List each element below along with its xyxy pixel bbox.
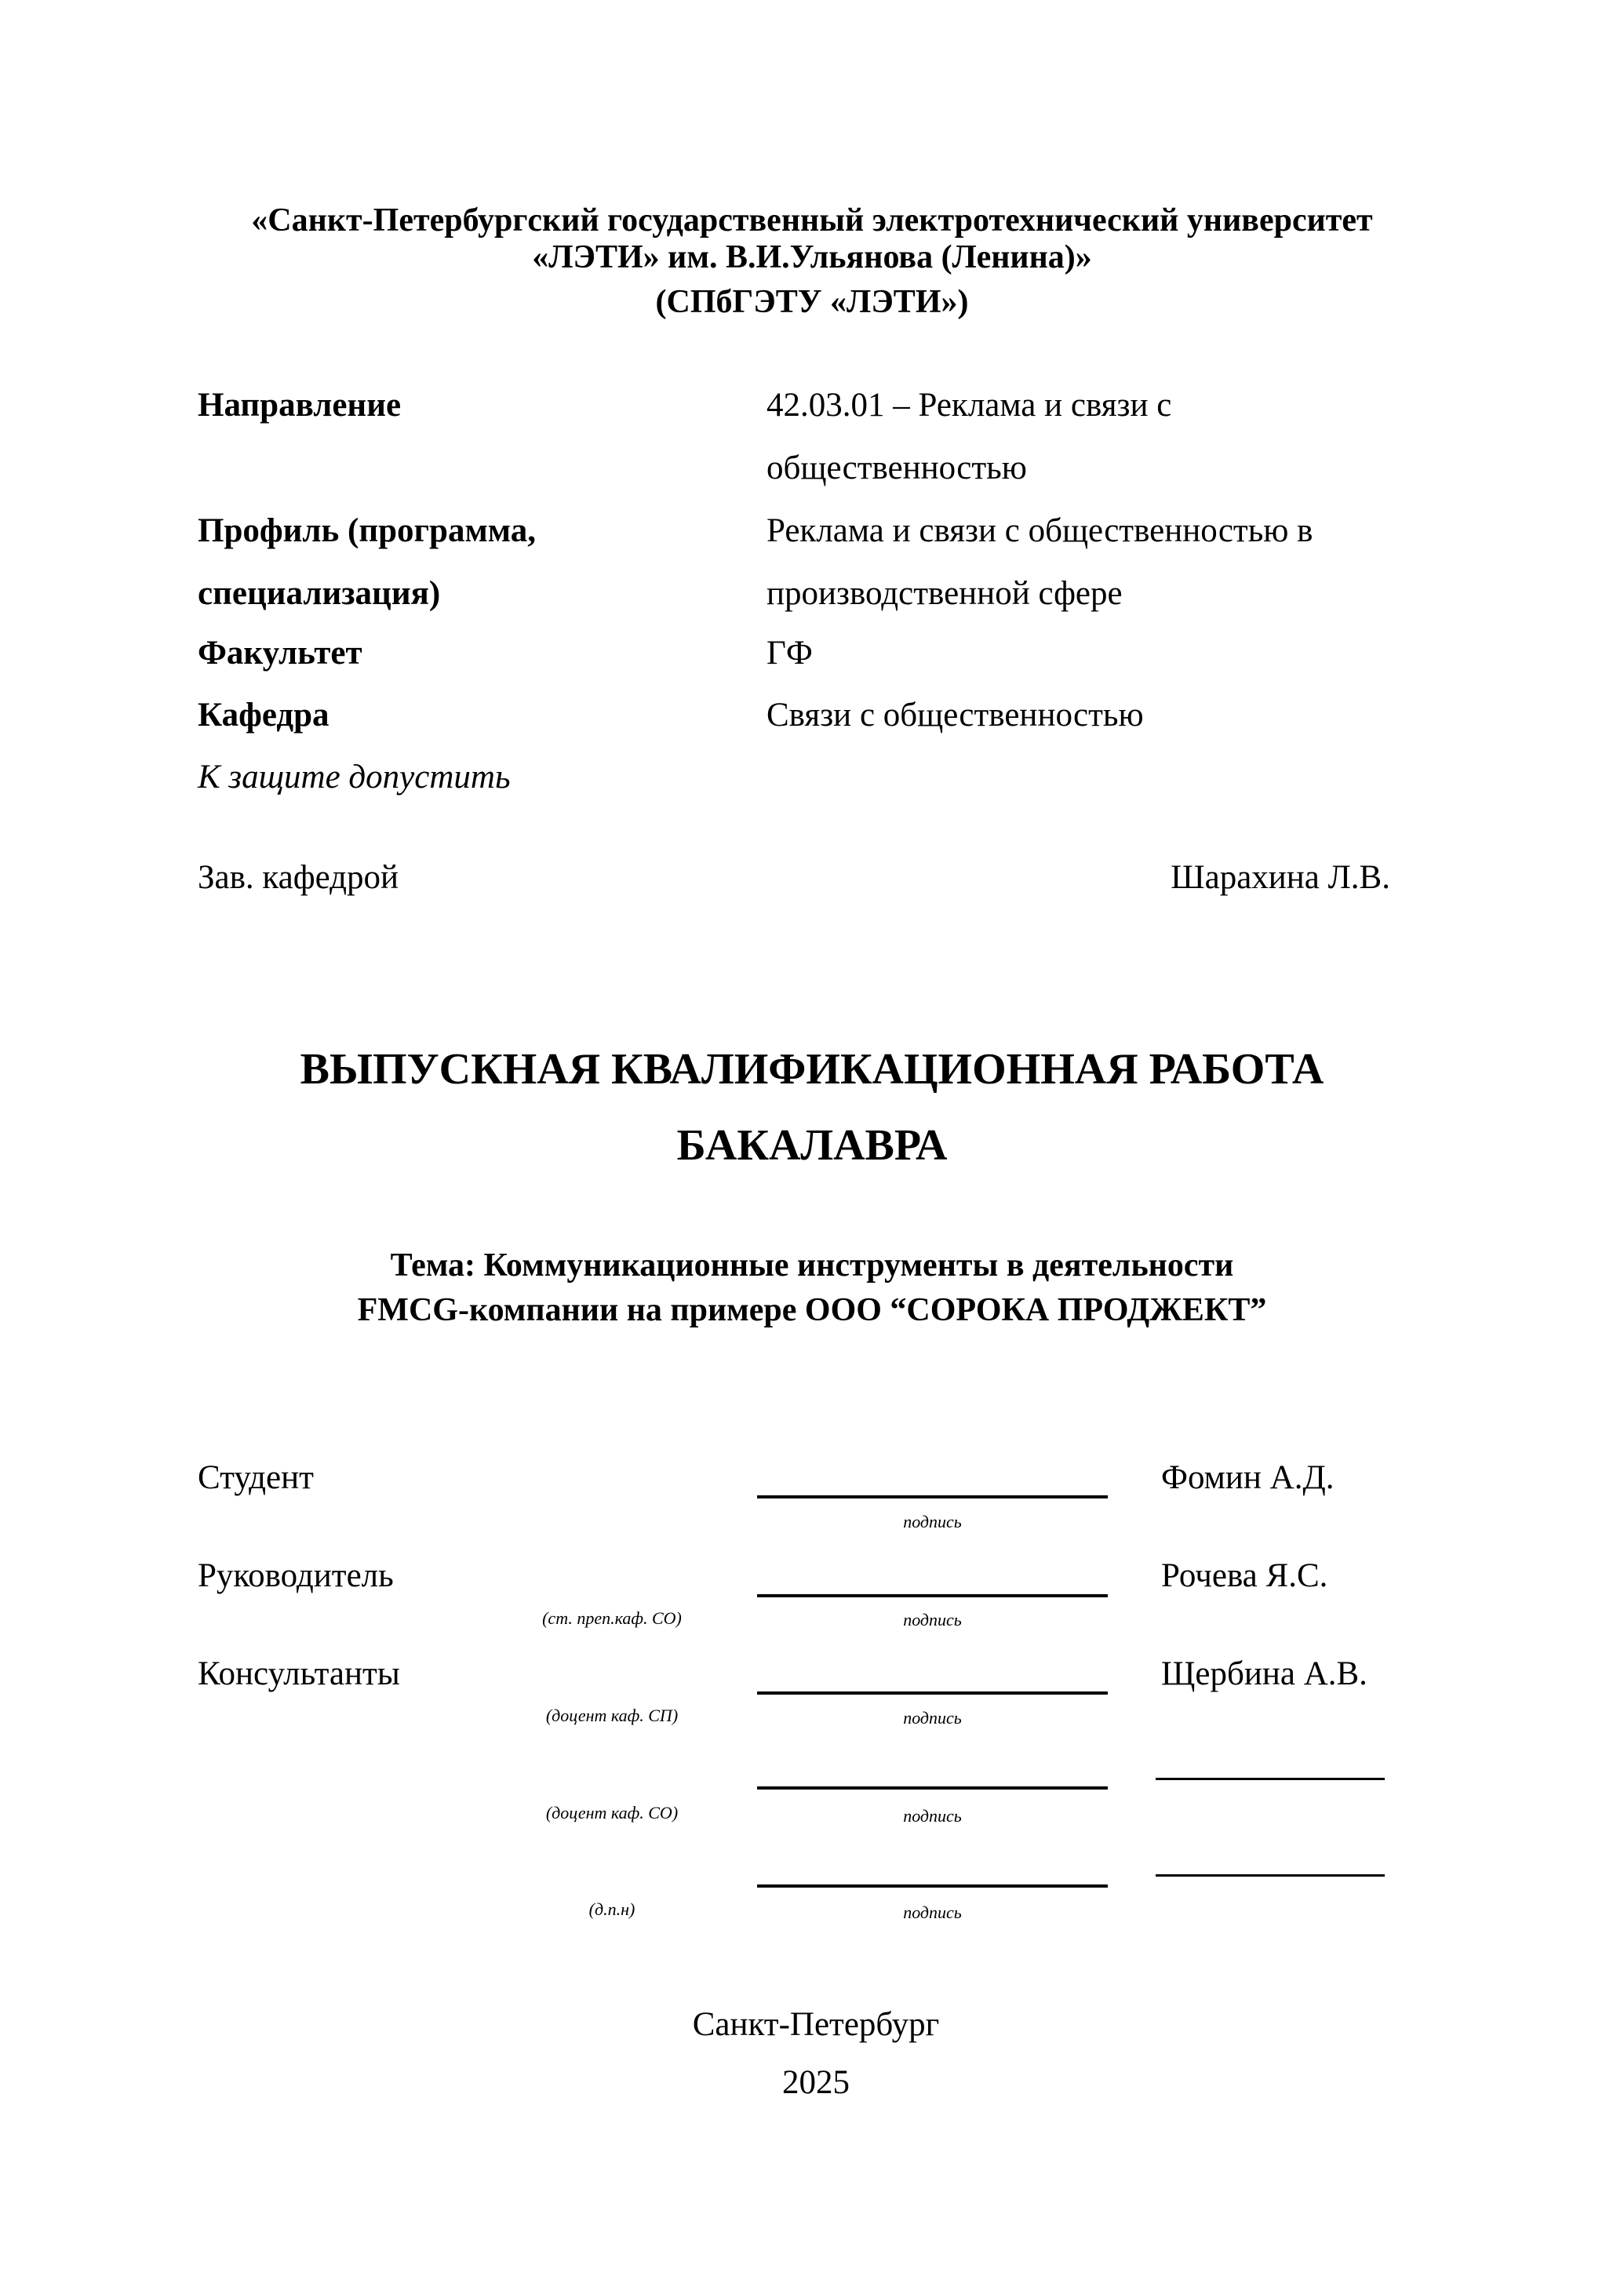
supervisor-name: Рочева Я.С. [1161,1557,1328,1594]
profile-label: Профиль (программа, [198,512,536,549]
consultant2-signature-caption: подпись [903,1806,962,1826]
student-signature-caption: подпись [903,1512,962,1531]
department-value: Связи с общественностью [766,697,1144,734]
profile-value-cont: производственной сфере [766,575,1123,612]
topic-line1: Тема: Коммуникационные инструменты в деятельности [390,1247,1234,1284]
consultant2-signature-line [757,1786,1108,1790]
direction-label: Направление [198,387,402,424]
faculty-label: Факультет [198,635,362,672]
supervisor-position: (ст. преп.каф. СО) [542,1608,682,1628]
profile-label-cont: специализация) [198,575,441,612]
student-signature-line [757,1495,1108,1498]
head-of-department-name: Шарахина Л.В. [1171,859,1390,896]
consultant3-name-blank [1156,1874,1385,1877]
consultant3-signature-line [757,1884,1108,1888]
direction-value: 42.03.01 – Реклама и связи с [766,387,1172,424]
consultant1-signature-line [757,1691,1108,1695]
consultant3-position: (д.п.н) [588,1899,635,1919]
university-name-line2: «ЛЭТИ» им. В.И.Ульянова (Ленина)» [532,239,1092,275]
consultants-label: Консультанты [198,1655,400,1692]
supervisor-label: Руководитель [198,1557,394,1594]
direction-value-cont: общественностью [766,450,1027,486]
consultant2-position: (доцент каф. СО) [545,1803,679,1822]
supervisor-signature-line [757,1594,1108,1597]
profile-value: Реклама и связи с общественностью в [766,512,1313,549]
supervisor-signature-caption: подпись [903,1610,962,1629]
year: 2025 [782,2064,850,2101]
faculty-value: ГФ [766,635,813,672]
department-label: Кафедра [198,697,330,734]
document-title: ВЫПУСКНАЯ КВАЛИФИКАЦИОННАЯ РАБОТА [300,1045,1324,1094]
student-name: Фомин А.Д. [1161,1459,1335,1496]
university-name-line1: «Санкт-Петербургский государственный электротехнический университет [251,202,1373,239]
document-title-cont: БАКАЛАВРА [676,1121,948,1170]
consultant2-name-blank [1156,1778,1385,1780]
consultant3-signature-caption: подпись [903,1903,962,1922]
consultant1-name: Щербина А.В. [1161,1655,1367,1692]
city: Санкт-Петербург [692,2006,940,2043]
student-label: Студент [198,1459,314,1496]
consultant1-position: (доцент каф. СП) [545,1706,679,1725]
consultant1-signature-caption: подпись [903,1708,962,1728]
admit-to-defense-text: К защите допустить [198,759,511,796]
head-of-department-label: Зав. кафедрой [198,859,399,896]
university-abbreviation: (СПбГЭТУ «ЛЭТИ») [655,284,969,320]
topic-line2: FMCG-компании на примере ООО “СОРОКА ПРОДЖЕКТ” [357,1292,1267,1328]
